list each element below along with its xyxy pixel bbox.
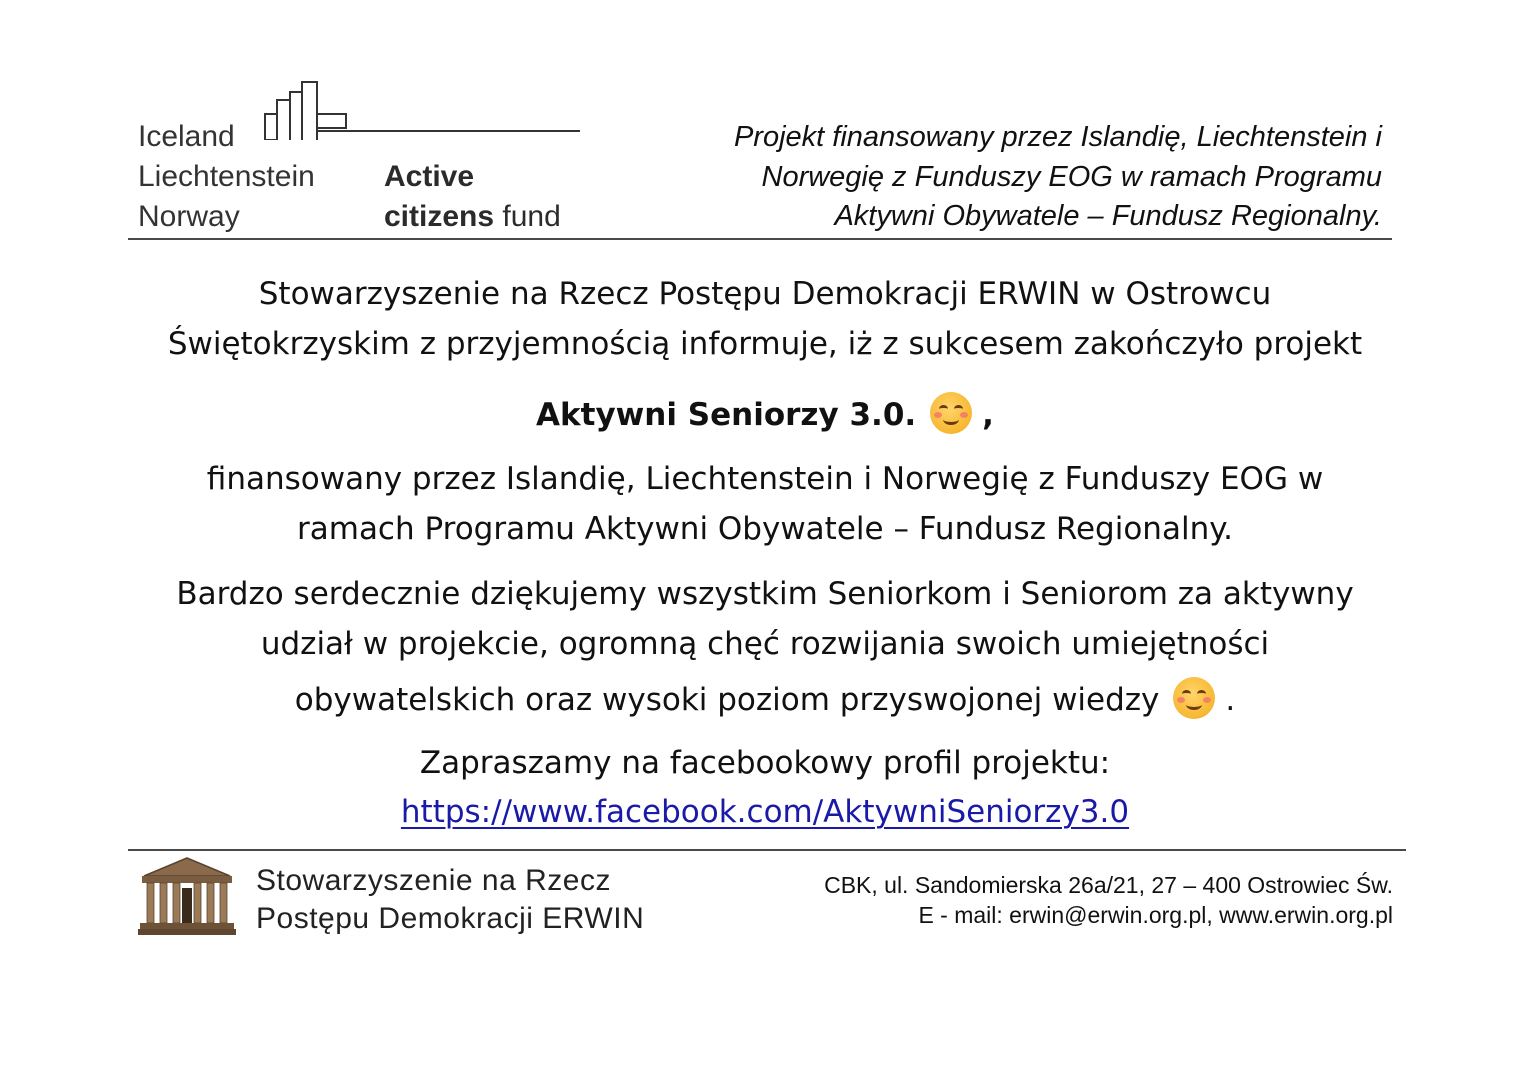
logo-fund-word: fund: [502, 200, 561, 233]
intro-line: Stowarzyszenie na Rzecz Postępu Demokracji ERWIN w Ostrowcu: [258, 276, 1272, 312]
logo-fund-citizens: [384, 197, 561, 237]
thanks-line: udział w projekcie, ogromną chęć rozwijania swoich umiejętności: [260, 626, 1270, 662]
funding-line: Aktywni Obywatele – Fundusz Regionalny.: [834, 200, 1382, 232]
financing-line: ramach Programu Aktywni Obywatele – Fundusz Regionalny.: [297, 511, 1233, 547]
smiling-face-icon: [930, 392, 972, 434]
thanks-line-last: [0, 677, 1530, 720]
invite-line: Zapraszamy na facebookowy profil projektu:: [419, 745, 1111, 781]
logo-country-iceland: Iceland: [138, 120, 235, 153]
footer-divider: [128, 849, 1406, 851]
financing-line: finansowany przez Islandię, Liechtenstein i Norwegię z Funduszy EOG w: [206, 461, 1324, 497]
thanks-line: obywatelskich oraz wysoki poziom przyswojonej wiedzy: [294, 682, 1160, 718]
thanks-suffix: .: [1225, 682, 1236, 718]
facebook-link-row: [0, 792, 1530, 832]
org-name-erwin: ERWIN: [542, 902, 645, 935]
org-name-line2: [256, 900, 644, 938]
org-name-part: Postępu Demokracji: [256, 902, 534, 935]
project-title: [0, 392, 1530, 435]
header-divider: [128, 238, 1392, 240]
logo-country-liechtenstein: Liechtenstein: [138, 160, 315, 193]
funding-line: Norwegię z Funduszy EOG w ramach Programu: [761, 160, 1382, 193]
org-name-line1: Stowarzyszenie na Rzecz: [256, 864, 611, 897]
skyline-bars-icon: [262, 80, 582, 140]
smiling-face-icon: [1173, 677, 1215, 719]
intro-line: Świętokrzyskim z przyjemnością informuje, iż z sukcesem zakończyło projekt: [167, 326, 1363, 362]
temple-icon: [138, 856, 236, 936]
contact-email-web: E - mail: erwin@erwin.org.pl, www.erwin.org.pl: [918, 902, 1393, 928]
project-name: Aktywni Seniorzy 3.0.: [536, 397, 917, 433]
contact-address: CBK, ul. Sandomierska 26a/21, 27 – 400 Ostrowiec Św.: [824, 872, 1393, 898]
funding-note: [622, 118, 1382, 237]
logo-fund-active: Active: [384, 160, 475, 193]
facebook-link[interactable]: https://www.facebook.com/AktywniSeniorzy3.0: [400, 794, 1130, 830]
thanks-line: Bardzo serdecznie dziękujemy wszystkim Seniorkom i Seniorom za aktywny: [176, 576, 1354, 612]
logo-country-norway: Norway: [138, 200, 240, 233]
logo-fund-citizens-bold: citizens: [384, 200, 495, 233]
funding-line: Projekt finansowany przez Islandię, Liechtenstein i: [733, 121, 1382, 153]
project-suffix: ,: [982, 397, 994, 433]
